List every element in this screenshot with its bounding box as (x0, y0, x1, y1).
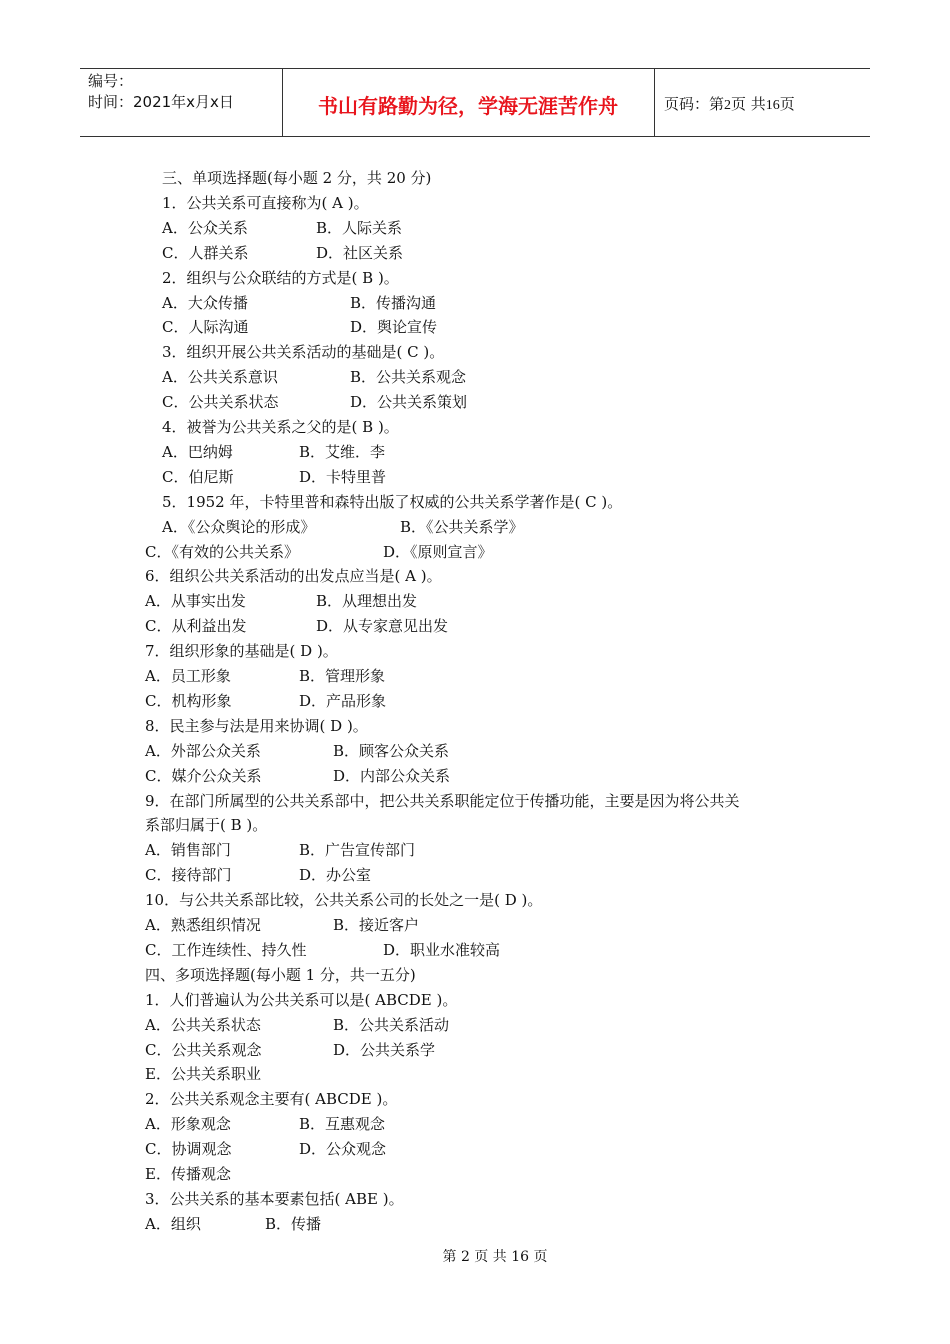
line-text: A．公共关系意识 (162, 368, 278, 387)
line-text: 四、多项选择题(每小题 1 分，共一五分) (145, 965, 416, 984)
line-text: A．大众传播 (162, 293, 248, 312)
option-text: D．卡特里普 (299, 467, 387, 486)
option-text: D．公共关系学 (333, 1040, 436, 1059)
option-text: B．传播 (265, 1214, 322, 1233)
option-text: D．从专家意见出发 (316, 617, 449, 636)
line-text: C．伯尼斯 (162, 467, 234, 486)
option-text: B．顾客公众关系 (333, 741, 450, 760)
option-text: B．互惠观念 (299, 1115, 386, 1134)
option-text: D．内部公众关系 (333, 766, 451, 785)
page-label: 页码：第 (664, 95, 725, 113)
header-divider (654, 69, 655, 136)
page-header (80, 68, 870, 137)
line-text: A．公众关系 (162, 218, 248, 237)
line-text: 系部归属于( B )。 (145, 816, 268, 835)
option-text: D．公众观念 (299, 1140, 387, 1159)
header-motto: 书山有路勤为径，学海无涯苦作舟 (318, 94, 618, 118)
line-text: A．公共关系状态 (145, 1015, 261, 1034)
option-text: B．从理想出发 (316, 592, 418, 611)
line-text: 5．1952 年，卡特里普和森特出版了权威的公共关系学著作是( C )。 (162, 492, 623, 511)
option-text: D．公共关系策划 (350, 393, 468, 412)
option-text: D．《原则宣言》 (383, 542, 493, 561)
line-text: C．人际沟通 (162, 318, 249, 337)
line-text: C．协调观念 (145, 1140, 232, 1159)
line-text: E．公共关系职业 (145, 1065, 261, 1084)
page-number: 2 (724, 98, 732, 113)
option-text: D．职业水准较高 (383, 940, 501, 959)
line-text: A．巴纳姆 (162, 442, 233, 461)
line-text: C．《有效的公共关系》 (145, 542, 299, 561)
option-text: B．传播沟通 (350, 293, 437, 312)
line-text: A．《公众舆论的形成》 (162, 517, 316, 536)
line-text: C．接待部门 (145, 866, 232, 885)
option-text: D．办公室 (299, 866, 372, 885)
line-text: 9．在部门所属型的公共关系部中，把公共关系职能定位于传播功能，主要是因为将公共关 (145, 791, 740, 810)
line-text: A．销售部门 (145, 841, 231, 860)
line-text: 3．公共关系的基本要素包括( ABE )。 (145, 1189, 404, 1208)
option-text: D．社区关系 (316, 243, 404, 262)
line-text: C．工作连续性、持久性 (145, 940, 307, 959)
option-text: B．广告宣传部门 (299, 841, 416, 860)
line-text: 10．与公共关系部比较，公共关系公司的长处之一是( D )。 (145, 891, 543, 910)
line-text: 三、单项选择题(每小题 2 分，共 20 分) (162, 169, 432, 187)
page-indicator (664, 93, 795, 114)
line-text: 1．公共关系可直接称为( A )。 (162, 193, 369, 212)
line-text: C．机构形象 (145, 691, 232, 710)
line-text: A．从事实出发 (145, 592, 246, 611)
line-text: 8．民主参与法是用来协调( D )。 (145, 716, 368, 735)
line-text: C．公共关系状态 (162, 393, 279, 412)
line-text: A．形象观念 (145, 1115, 231, 1134)
page-end: 页 (779, 95, 795, 113)
line-text: E．传播观念 (145, 1165, 231, 1183)
option-text: B．公共关系观念 (350, 368, 467, 387)
option-text: B．公共关系活动 (333, 1015, 450, 1034)
line-text: C．公共关系观念 (145, 1040, 262, 1059)
line-text: 7．组织形象的基础是( D )。 (145, 642, 338, 661)
option-text: D．产品形象 (299, 691, 387, 710)
line-text: C．媒介公众关系 (145, 766, 262, 785)
number-label: 编号： (88, 72, 134, 90)
option-text: B．管理形象 (299, 667, 386, 685)
option-text: B．人际关系 (316, 218, 403, 237)
line-text: 4．被誉为公共关系之父的是( B )。 (162, 418, 399, 436)
header-meta (88, 71, 234, 113)
page-mid: 页 共 (731, 95, 766, 113)
line-text: A．熟悉组织情况 (145, 916, 261, 934)
line-text: A．组织 (145, 1214, 201, 1233)
page-total: 16 (765, 98, 780, 113)
line-text: C．人群关系 (162, 243, 249, 262)
line-text: 6．组织公共关系活动的出发点应当是( A )。 (145, 567, 442, 586)
page-footer: 第 2 页 共 16 页 (442, 1249, 548, 1265)
line-text: C．从利益出发 (145, 617, 247, 636)
line-text: A．员工形象 (145, 667, 231, 685)
option-text: B．艾维．李 (299, 442, 386, 461)
option-text: D．舆论宣传 (350, 318, 438, 337)
line-text: 1．人们普遍认为公共关系可以是( ABCDE )。 (145, 990, 458, 1009)
date-label: 时间：2021年x月x日 (88, 93, 234, 111)
line-text: 2．组织与公众联结的方式是( B )。 (162, 268, 399, 287)
line-text: A．外部公众关系 (145, 741, 261, 760)
line-text: 2．公共关系观念主要有( ABCDE )。 (145, 1090, 398, 1109)
option-text: B．接近客户 (333, 916, 420, 934)
line-text: 3．组织开展公共关系活动的基础是( C )。 (162, 343, 445, 362)
option-text: B．《公共关系学》 (400, 517, 524, 536)
